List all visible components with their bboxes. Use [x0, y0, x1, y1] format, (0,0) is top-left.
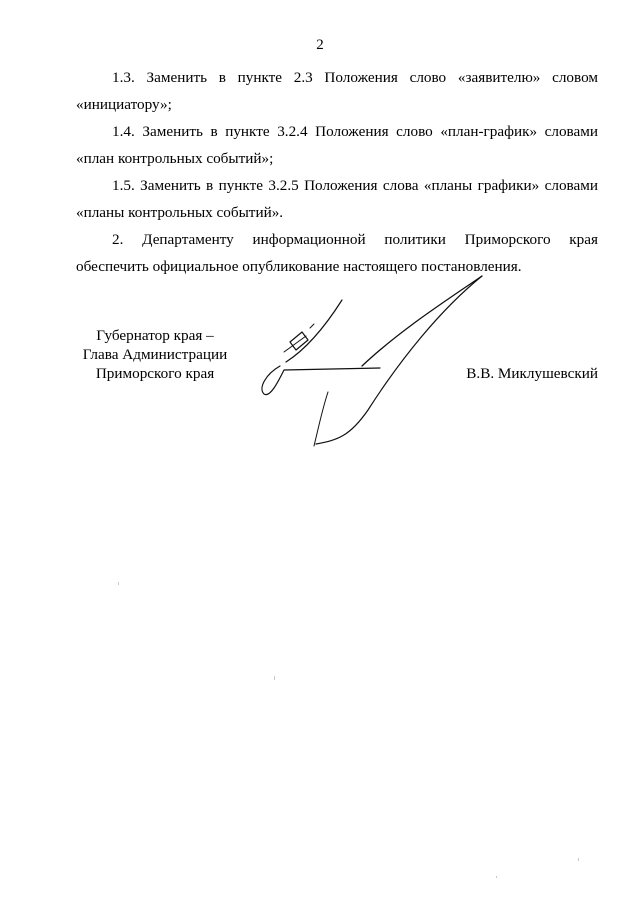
signer-name: В.В. Миклушевский: [466, 365, 598, 382]
paragraph-1-3: 1.3. Заменить в пункте 2.3 Положения слово «заявителю» словом «инициатору»;: [76, 69, 598, 113]
document-body: [76, 64, 598, 280]
paragraph-2: 2. Департаменту информационной политики Приморского края обеспечить официальное опубликование настоящего постановления.: [76, 231, 598, 275]
signature-block: [0, 326, 640, 456]
page-number: 2: [316, 37, 324, 53]
paragraph-1-4: 1.4. Заменить в пункте 3.2.4 Положения слово «план-график» словами «план контрольных событий»;: [76, 123, 598, 167]
signer-title-line: Губернатор края –: [96, 327, 214, 344]
signer-title: [60, 326, 250, 383]
scan-speck: [118, 582, 119, 585]
scan-speck: [578, 858, 579, 861]
signer-title-line: Приморского края: [95, 365, 215, 382]
scan-speck: [274, 676, 275, 680]
scan-speck: [496, 876, 497, 878]
paragraph-1-5: 1.5. Заменить в пункте 3.2.5 Положения слова «планы графики» словами «планы контрольных событий».: [76, 177, 598, 221]
signer-title-line: Глава Администрации: [82, 346, 228, 363]
